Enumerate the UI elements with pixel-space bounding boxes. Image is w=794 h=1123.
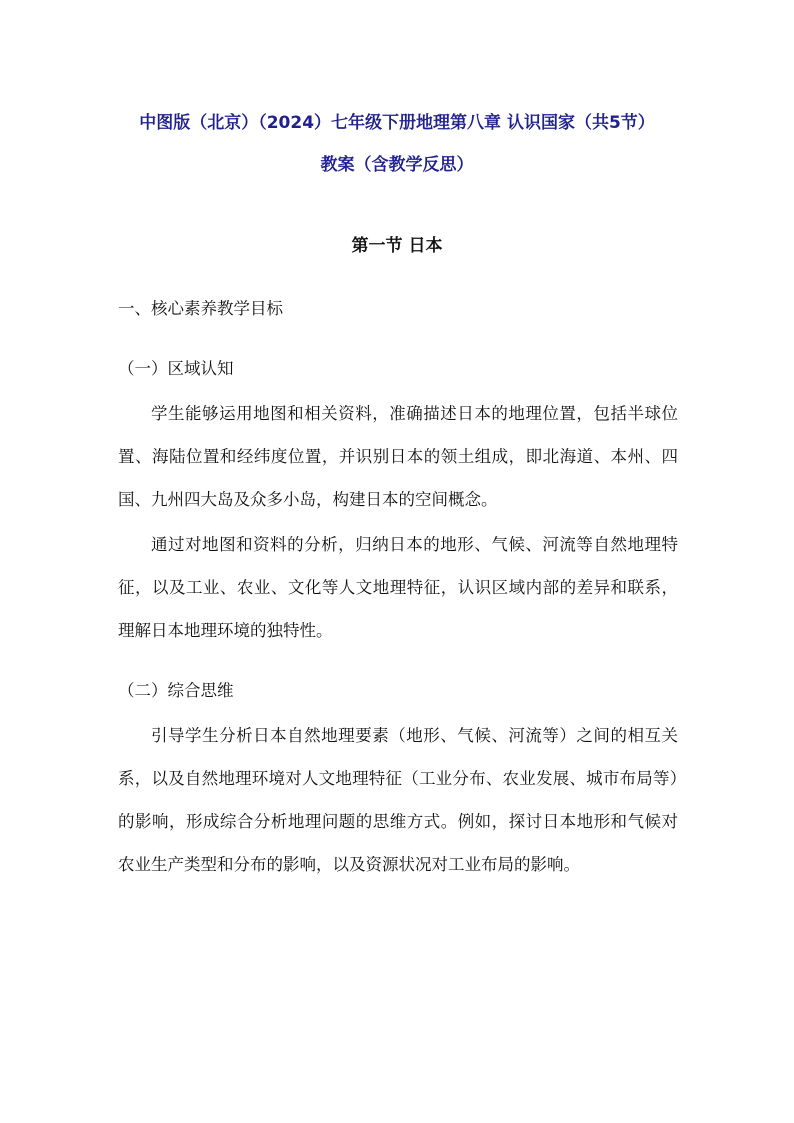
paragraph: 引导学生分析日本自然地理要素（地形、气候、河流等）之间的相互关系，以及自然地理环境对人文地理特征（工业分布、农业发展、城市布局等）的影响，形成综合分析地理问题的思维方式。例如，探讨日本地形和气候对农业生产类型和分布的影响，以及资源状况对工业布局的影响。	[118, 726, 678, 874]
document-title-line-2: 教案（含教学反思）	[320, 155, 474, 175]
subheading-regional-cognition: （一）区域认知	[118, 359, 234, 378]
subheading-comprehensive-thinking: （二）综合思维	[118, 681, 234, 700]
document-title-line-1: 中图版（北京）（2024）七年级下册地理第八章 认识国家（共5节）	[139, 113, 655, 133]
main-heading: 一、核心素养教学目标	[118, 299, 283, 318]
paragraph: 通过对地图和资料的分析，归纳日本的地形、气候、河流等自然地理特征，以及工业、农业、文化等人文地理特征，认识区域内部的差异和联系，理解日本地理环境的独特性。	[118, 535, 678, 640]
paragraph: 学生能够运用地图和相关资料，准确描述日本的地理位置，包括半球位置、海陆位置和经纬度位置，并识别日本的领土组成，即北海道、本州、四国、九州四大岛及众多小岛，构建日本的空间概念。	[118, 404, 678, 509]
section-title: 第一节 日本	[351, 236, 443, 256]
